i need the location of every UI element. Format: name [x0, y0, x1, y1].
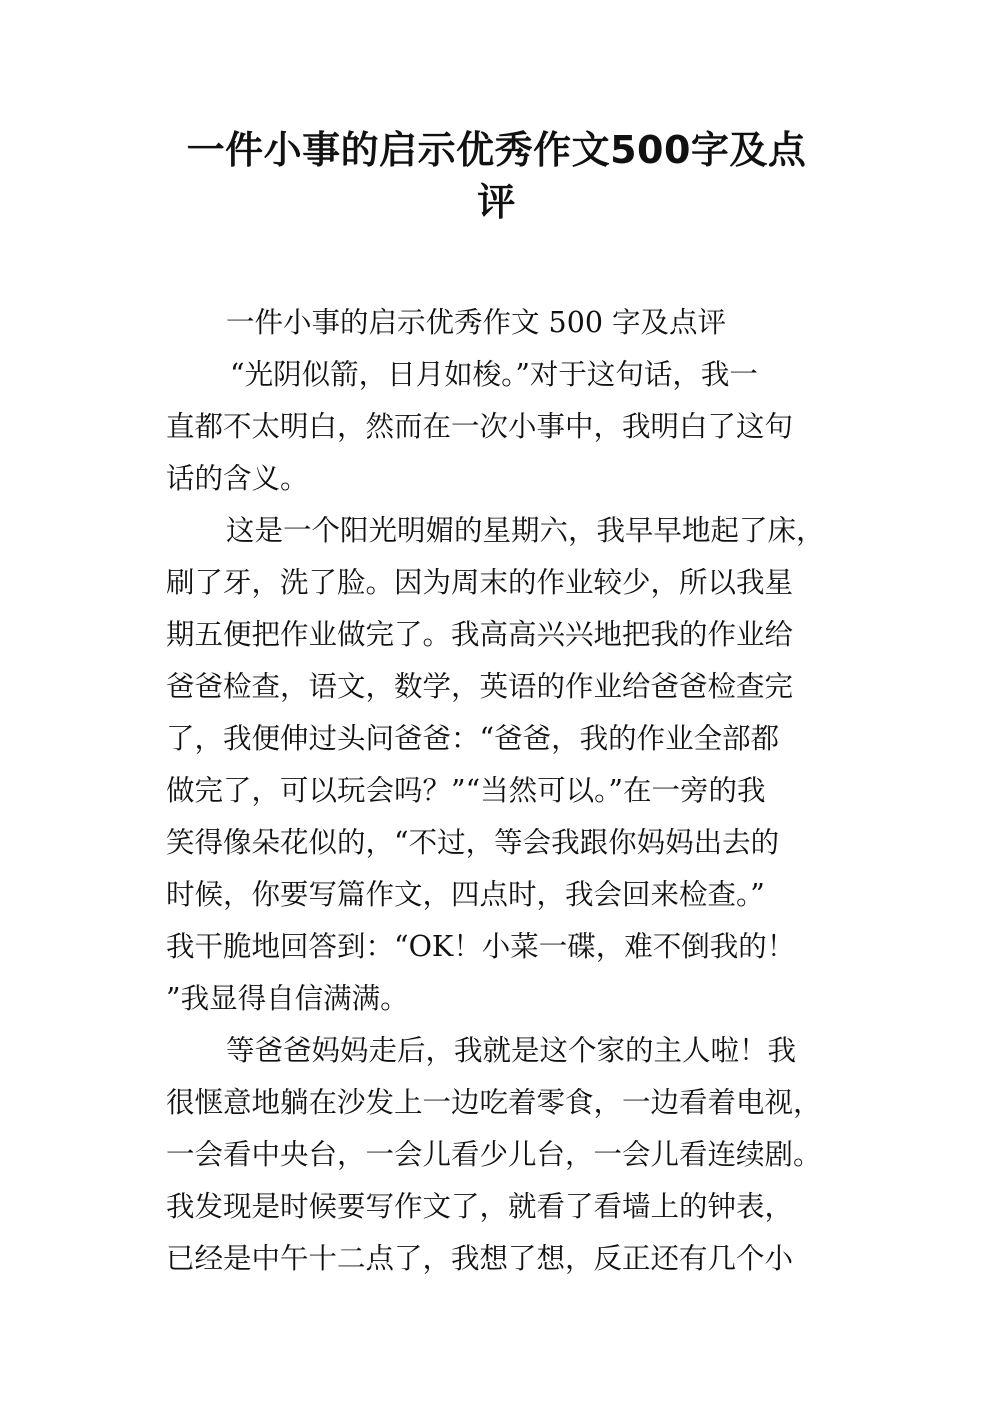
paragraph-line: 我干脆地回答到：“OK！小菜一碟，难不倒我的！	[166, 930, 796, 963]
paragraph-line: 已经是中午十二点了，我想了想，反正还有几个小	[166, 1242, 794, 1275]
title-line-1: 一件小事的启示优秀作文500字及点	[186, 128, 807, 172]
paragraph-line: 等爸爸妈妈走后，我就是这个家的主人啦！我	[226, 1034, 797, 1067]
document-title	[160, 122, 833, 226]
paragraph-line: 一会看中央台，一会儿看少儿台，一会儿看连续剧。	[166, 1138, 822, 1171]
document-body	[166, 297, 856, 1285]
paragraph-line: ”我显得自信满满。	[166, 982, 409, 1015]
subtitle-line: 一件小事的启示优秀作文 500 字及点评	[226, 306, 727, 339]
paragraph-line: 直都不太明白，然而在一次小事中，我明白了这句	[166, 410, 794, 443]
paragraph-line: 笑得像朵花似的，“不过，等会我跟你妈妈出去的	[166, 826, 780, 859]
paragraph-line: 很惬意地躺在沙发上一边吃着零食，一边看着电视，	[166, 1086, 822, 1119]
paragraph-line: 时候，你要写篇作文，四点时，我会回来检查。”	[166, 878, 765, 911]
title-line-2: 评	[477, 180, 516, 224]
paragraph-line: 刷了牙，洗了脸。因为周末的作业较少，所以我星	[166, 566, 794, 599]
paragraph-line: 我发现是时候要写作文了，就看了看墙上的钟表，	[166, 1190, 794, 1223]
paragraph-line: 这是一个阳光明媚的星期六，我早早地起了床，	[226, 514, 825, 547]
paragraph-line: 期五便把作业做完了。我高高兴兴地把我的作业给	[166, 618, 794, 651]
paragraph-line: “光阴似箭，日月如梭。”对于这句话，我一	[230, 358, 758, 391]
paragraph-line: 做完了，可以玩会吗？”“当然可以。”在一旁的我	[166, 774, 766, 807]
paragraph-line: 了，我便伸过头问爸爸：“爸爸，我的作业全部都	[166, 722, 780, 755]
paragraph-line: 爸爸检查，语文，数学，英语的作业给爸爸检查完	[166, 670, 794, 703]
paragraph-line: 话的含义。	[166, 462, 309, 495]
